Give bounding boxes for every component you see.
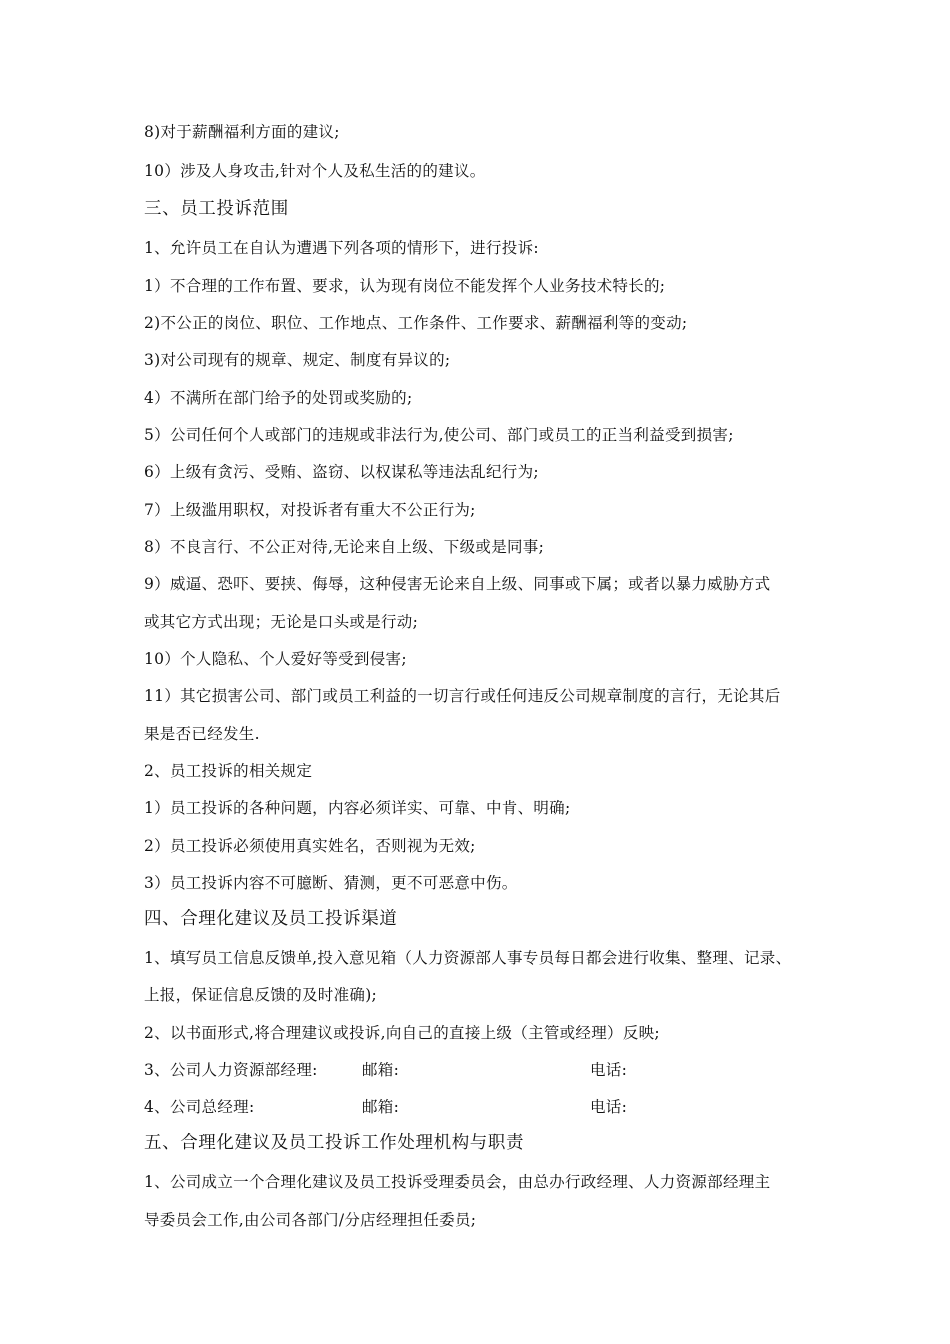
complaint-item-3: 3)对公司现有的规章、规定、制度有异议的; — [144, 351, 451, 369]
section-heading-4: 四、合理化建议及员工投诉渠道 — [144, 909, 398, 929]
committee-line-1: 1、公司成立一个合理化建议及员工投诉受理委员会，由总办行政经理、人力资源部经理主 — [144, 1173, 771, 1191]
section-heading-3: 三、员工投诉范围 — [144, 199, 289, 219]
committee-line-2: 导委员会工作,由公司各部门/分店经理担任委员; — [144, 1211, 477, 1229]
complaint-item-10: 10）个人隐私、个人爱好等受到侵害; — [144, 650, 407, 668]
complaint-item-11-line-2: 果是否已经发生. — [144, 725, 260, 743]
complaint-item-9-line-2: 或其它方式出现；无论是口头或是行动; — [144, 613, 419, 631]
complaint-item-6: 6）上级有贪污、受贿、盗窃、以权谋私等违法乱纪行为; — [144, 463, 539, 481]
clause-10-personal-attack: 10）涉及人身攻击,针对个人及私生活的的建议。 — [144, 162, 486, 180]
complaint-intro: 1、允许员工在自认为遭遇下列各项的情形下，进行投诉: — [144, 239, 539, 257]
channel-2: 2、以书面形式,将合理建议或投诉,向自己的直接上级（主管或经理）反映; — [144, 1024, 660, 1042]
email-label: 邮箱: — [362, 1098, 400, 1116]
phone-label: 电话: — [590, 1061, 628, 1079]
complaint-item-11-line-1: 11）其它损害公司、部门或员工利益的一切言行或任何违反公司规章制度的言行，无论其后 — [144, 687, 781, 705]
complaint-item-1: 1）不合理的工作布置、要求，认为现有岗位不能发挥个人业务技术特长的; — [144, 277, 666, 295]
complaint-rule-1: 1）员工投诉的各种问题，内容必须详实、可靠、中肯、明确; — [144, 799, 571, 817]
complaint-item-9-line-1: 9）威逼、恐吓、要挟、侮辱，这种侵害无论来自上级、同事或下属；或者以暴力威胁方式 — [144, 575, 771, 593]
clause-8-salary-suggestion: 8)对于薪酬福利方面的建议; — [144, 123, 340, 141]
complaint-rule-2: 2）员工投诉必须使用真实姓名，否则视为无效; — [144, 837, 476, 855]
phone-label: 电话: — [590, 1098, 628, 1116]
channel-1-line-1: 1、填写员工信息反馈单,投入意见箱（人力资源部人事专员每日都会进行收集、整理、记录、 — [144, 949, 792, 967]
section-heading-5: 五、合理化建议及员工投诉工作处理机构与职责 — [144, 1133, 525, 1153]
contact-label: 3、公司人力资源部经理: — [144, 1061, 318, 1079]
complaint-item-5: 5）公司任何个人或部门的违规或非法行为,使公司、部门或员工的正当利益受到损害; — [144, 426, 734, 444]
complaint-item-7: 7）上级滥用职权，对投诉者有重大不公正行为; — [144, 501, 476, 519]
channel-1-line-2: 上报，保证信息反馈的及时准确); — [144, 986, 378, 1004]
complaint-item-8: 8）不良言行、不公正对待,无论来自上级、下级或是同事; — [144, 538, 545, 556]
complaint-item-4: 4）不满所在部门给予的处罚或奖励的; — [144, 389, 413, 407]
complaint-rules-heading: 2、员工投诉的相关规定 — [144, 762, 313, 780]
email-label: 邮箱: — [362, 1061, 400, 1079]
complaint-item-2: 2)不公正的岗位、职位、工作地点、工作条件、工作要求、薪酬福利等的变动; — [144, 314, 688, 332]
complaint-rule-3: 3）员工投诉内容不可臆断、猜测，更不可恶意中伤。 — [144, 874, 518, 892]
contact-label: 4、公司总经理: — [144, 1098, 255, 1116]
